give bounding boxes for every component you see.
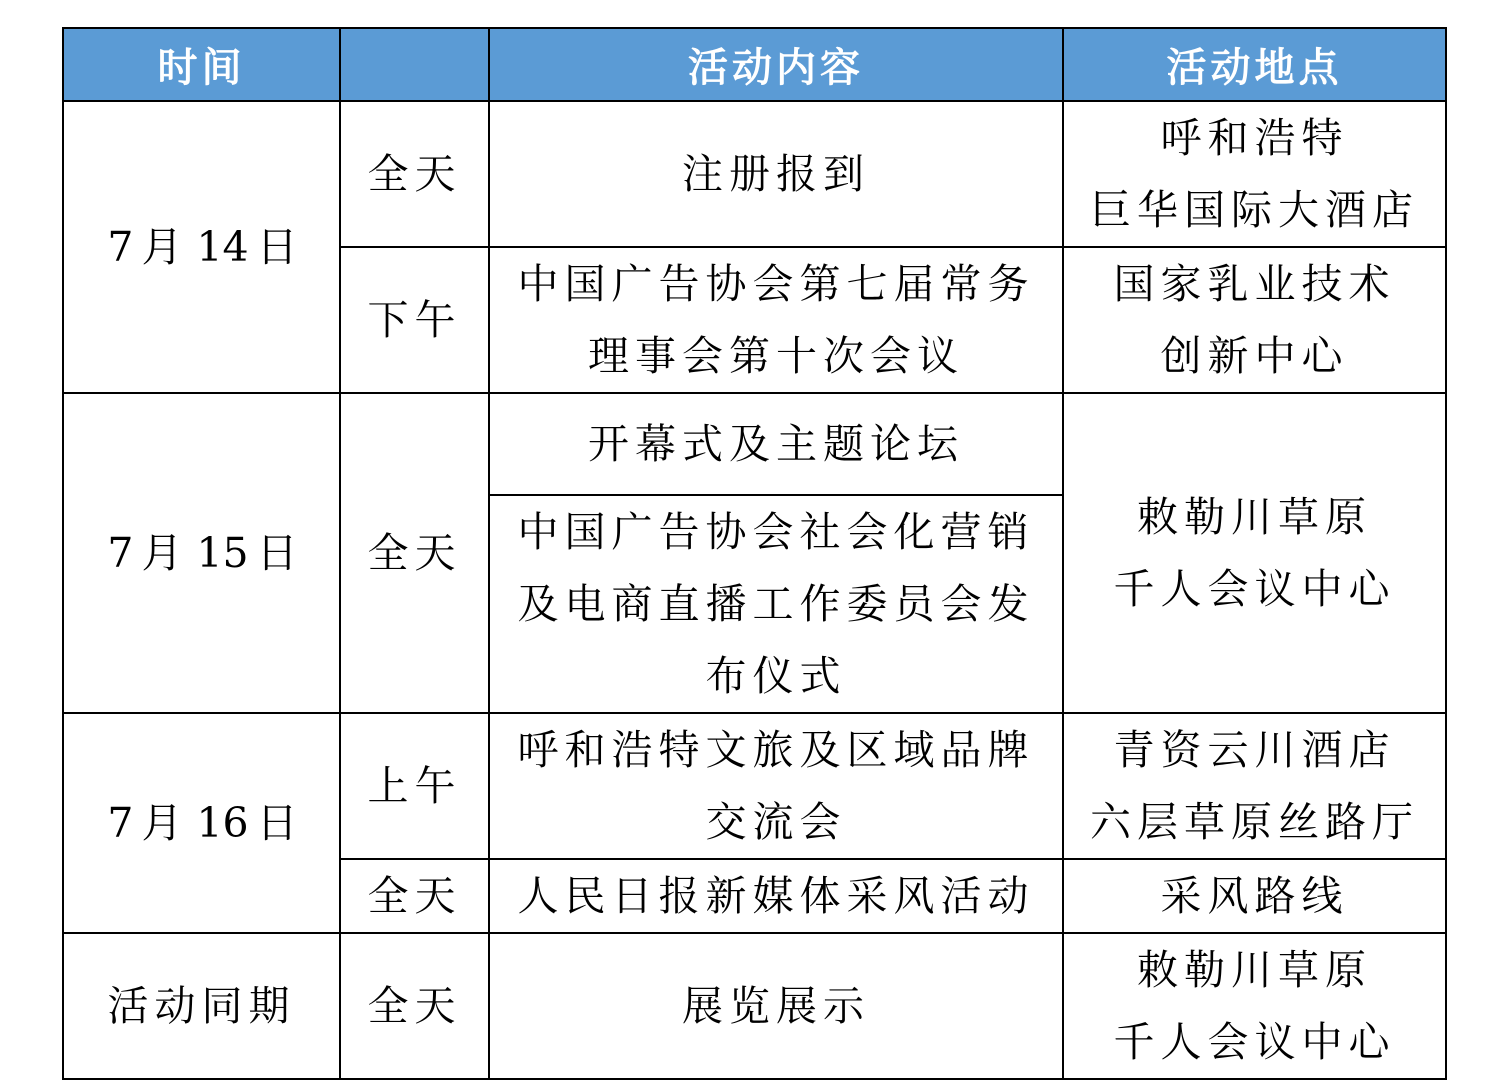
period-cell: 下午 bbox=[340, 247, 489, 393]
location-cell bbox=[1063, 393, 1446, 713]
header-content: 活动内容 bbox=[489, 28, 1063, 101]
location-line: 千人会议中心 bbox=[1113, 1018, 1396, 1066]
date-month: 月 bbox=[141, 529, 189, 577]
content-line: 呼和浩特文旅及区域品牌 bbox=[517, 726, 1035, 774]
content-line: 人民日报新媒体采风活动 bbox=[517, 872, 1035, 920]
location-line: 创新中心 bbox=[1160, 332, 1349, 380]
content-cell bbox=[489, 393, 1063, 495]
period-cell: 全天 bbox=[340, 101, 489, 247]
location-cell bbox=[1063, 859, 1446, 933]
header-row bbox=[63, 28, 1446, 101]
content-line: 交流会 bbox=[705, 798, 847, 846]
location-line: 巨华国际大酒店 bbox=[1090, 186, 1419, 234]
content-line: 中国广告协会社会化营销 bbox=[517, 508, 1035, 556]
content-cell bbox=[489, 247, 1063, 393]
period-cell: 全天 bbox=[340, 393, 489, 713]
header-time: 时间 bbox=[63, 28, 340, 101]
content-cell bbox=[489, 495, 1063, 713]
content-cell bbox=[489, 101, 1063, 247]
date-month: 月 bbox=[141, 223, 189, 271]
location-line: 国家乳业技术 bbox=[1113, 260, 1396, 308]
date-num: 7 bbox=[107, 799, 134, 847]
date-num: 7 bbox=[107, 529, 134, 577]
location-line: 敕勒川草原 bbox=[1137, 946, 1372, 994]
location-line: 呼和浩特 bbox=[1160, 114, 1349, 162]
location-cell bbox=[1063, 933, 1446, 1079]
header-period bbox=[340, 28, 489, 101]
content-cell bbox=[489, 713, 1063, 859]
table-row bbox=[63, 933, 1446, 1079]
date-num: 15 bbox=[196, 529, 249, 577]
date-num: 14 bbox=[196, 223, 249, 271]
header-location: 活动地点 bbox=[1063, 28, 1446, 101]
location-cell bbox=[1063, 101, 1446, 247]
location-line: 敕勒川草原 bbox=[1137, 493, 1372, 541]
content-cell bbox=[489, 859, 1063, 933]
date-cell-0716 bbox=[63, 713, 340, 933]
date-month: 月 bbox=[141, 799, 189, 847]
period-cell: 全天 bbox=[340, 859, 489, 933]
content-line: 展览展示 bbox=[682, 982, 870, 1030]
location-cell bbox=[1063, 247, 1446, 393]
content-line: 理事会第十次会议 bbox=[588, 332, 964, 380]
content-line: 开幕式及主题论坛 bbox=[588, 420, 964, 468]
location-line: 六层草原丝路厅 bbox=[1090, 798, 1419, 846]
date-num: 16 bbox=[196, 799, 249, 847]
content-line: 中国广告协会第七届常务 bbox=[517, 260, 1035, 308]
date-suffix: 日 bbox=[256, 223, 304, 271]
location-cell bbox=[1063, 713, 1446, 859]
schedule-table bbox=[62, 27, 1447, 1080]
period-cell: 全天 bbox=[340, 933, 489, 1079]
table-row bbox=[63, 393, 1446, 495]
table-row bbox=[63, 101, 1446, 247]
date-suffix: 日 bbox=[256, 799, 304, 847]
content-line: 注册报到 bbox=[682, 150, 870, 198]
location-line: 采风路线 bbox=[1160, 872, 1349, 920]
table-row bbox=[63, 713, 1446, 859]
content-line: 及电商直播工作委员会发 bbox=[517, 580, 1035, 628]
content-line: 布仪式 bbox=[705, 652, 847, 700]
location-line: 千人会议中心 bbox=[1113, 565, 1396, 613]
period-cell: 上午 bbox=[340, 713, 489, 859]
date-suffix: 日 bbox=[256, 529, 304, 577]
date-cell-0714 bbox=[63, 101, 340, 393]
location-line: 青资云川酒店 bbox=[1113, 726, 1396, 774]
date-cell-0715 bbox=[63, 393, 340, 713]
content-cell bbox=[489, 933, 1063, 1079]
date-num: 7 bbox=[107, 223, 134, 271]
date-cell-concurrent: 活动同期 bbox=[63, 933, 340, 1079]
